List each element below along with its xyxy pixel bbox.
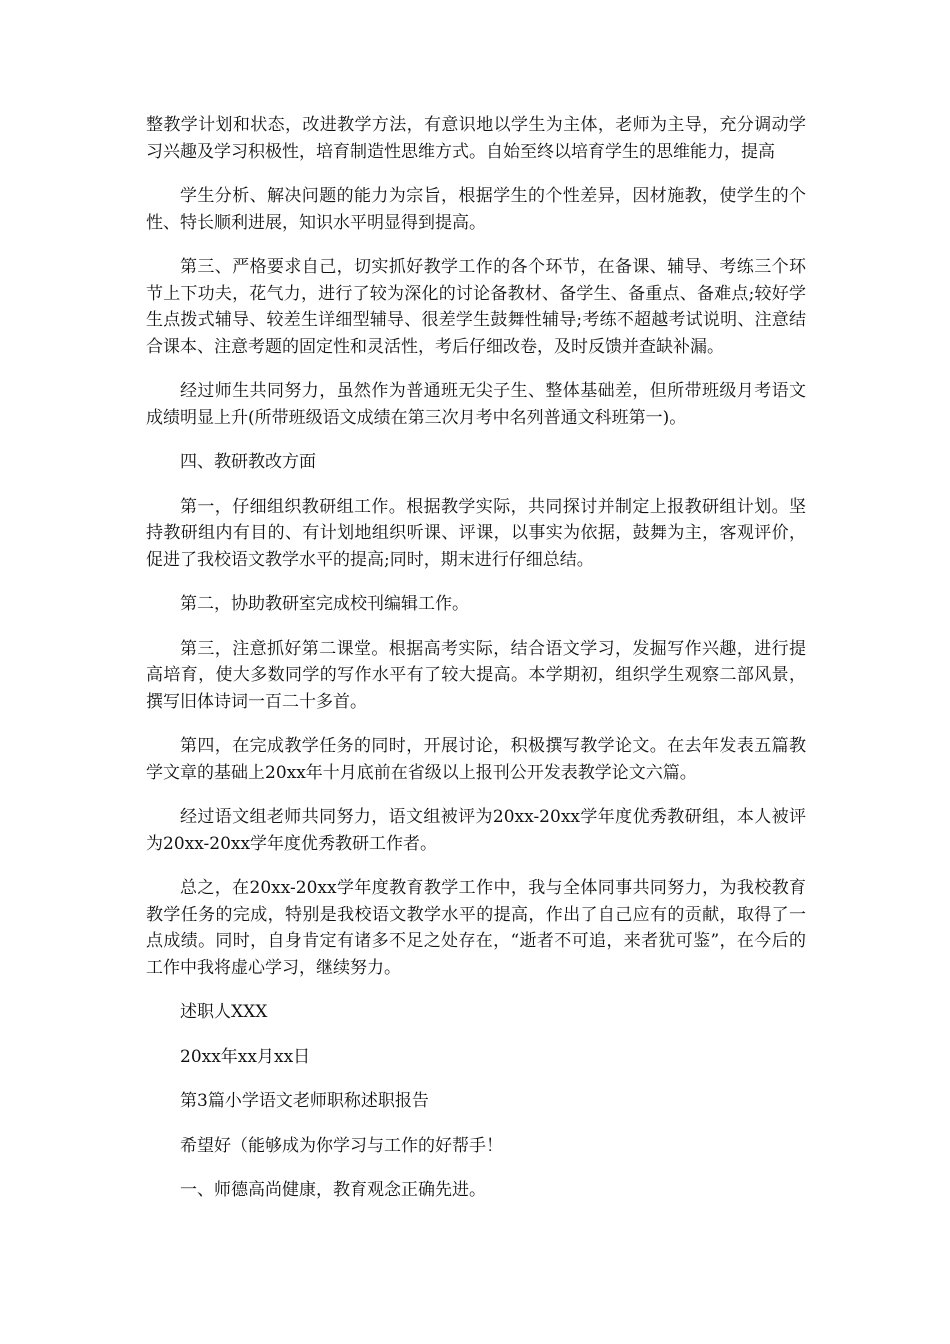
paragraph-student-analysis: 学生分析、解决问题的能力为宗旨，根据学生的个性差异，因材施教，使学生的个性、特长顺利进展，知识水平明显得到提高。 (146, 186, 806, 233)
paragraph-school-magazine: 第二，协助教研室完成校刊编辑工作。 (180, 594, 469, 614)
paragraph-wish: 希望好（能够成为你学习与工作的好帮手！ (180, 1135, 503, 1156)
paragraph-summary: 总之，在20xx-20xx学年度教育教学工作中，我与全体同事共同努力，为我校教育教学任务的完成，特别是我校语文教学水平的提高，作出了自己应有的贡献，取得了一点成绩。同时，自身肯定有诸多不足之处存在，“逝者不可追，来者犹可鉴”，在今后的工作中我将虚心学习，继续努力。 (146, 878, 806, 978)
paragraph-exam-results: 经过师生共同努力，虽然作为普通班无尖子生、整体基础差，但所带班级月考语文成绩明显上升(所带班级语文成绩在第三次月考中名列普通文科班第一)。 (146, 381, 806, 428)
section-heading-ethics: 一、师德高尚健康，教育观念正确先进。 (180, 1180, 486, 1200)
section-heading-teaching-research: 四、教研教改方面 (180, 452, 316, 472)
paragraph-awards: 经过语文组老师共同努力，语文组被评为20xx-20xx学年度优秀教研组，本人被评为20xx-20xx学年度优秀教研工作者。 (146, 807, 806, 854)
document-body (146, 112, 806, 1222)
paragraph-research-group: 第一，仔细组织教研组工作。根据教学实际，共同探讨并制定上报教研组计划。坚持教研组内有目的、有计划地组织听课、评课，以事实为依据，鼓舞为主，客观评价，促进了我校语文教学水平的提高;同时，期末进行仔细总结。 (146, 496, 806, 570)
paragraph-second-classroom: 第三，注意抓好第二课堂。根据高考实际，结合语文学习，发掘写作兴趣，进行提高培育，使大多数同学的写作水平有了较大提高。本学期初，组织学生观察二部风景，撰写旧体诗词一百二十多首。 (146, 638, 806, 712)
signature-line: 述职人XXX (180, 1002, 268, 1022)
paragraph-teaching-papers: 第四，在完成教学任务的同时，开展讨论，积极撰写教学论文。在去年发表五篇教学文章的基础上20xx年十月底前在省级以上报刊公开发表教学论文六篇。 (146, 736, 806, 783)
next-article-title: 第3篇小学语文老师职称述职报告 (180, 1091, 429, 1111)
paragraph-continuation: 整教学计划和状态，改进教学方法，有意识地以学生为主体，老师为主导，充分调动学习兴趣及学习积极性，培育制造性思维方式。自始至终以培育学生的思维能力，提高 (146, 115, 806, 162)
paragraph-strict-requirements: 第三、严格要求自己，切实抓好教学工作的各个环节，在备课、辅导、考练三个环节上下功夫，花气力，进行了较为深化的讨论备教材、备学生、备重点、备难点;较好学生点拨式辅导、较差生详细型辅导、很差学生鼓舞性辅导;考练不超越考试说明、注意结合课本、注意考题的固定性和灵活性，考后仔细改卷，及时反馈并查缺补漏。 (146, 257, 806, 357)
date-line: 20xx年xx月xx日 (180, 1046, 311, 1067)
